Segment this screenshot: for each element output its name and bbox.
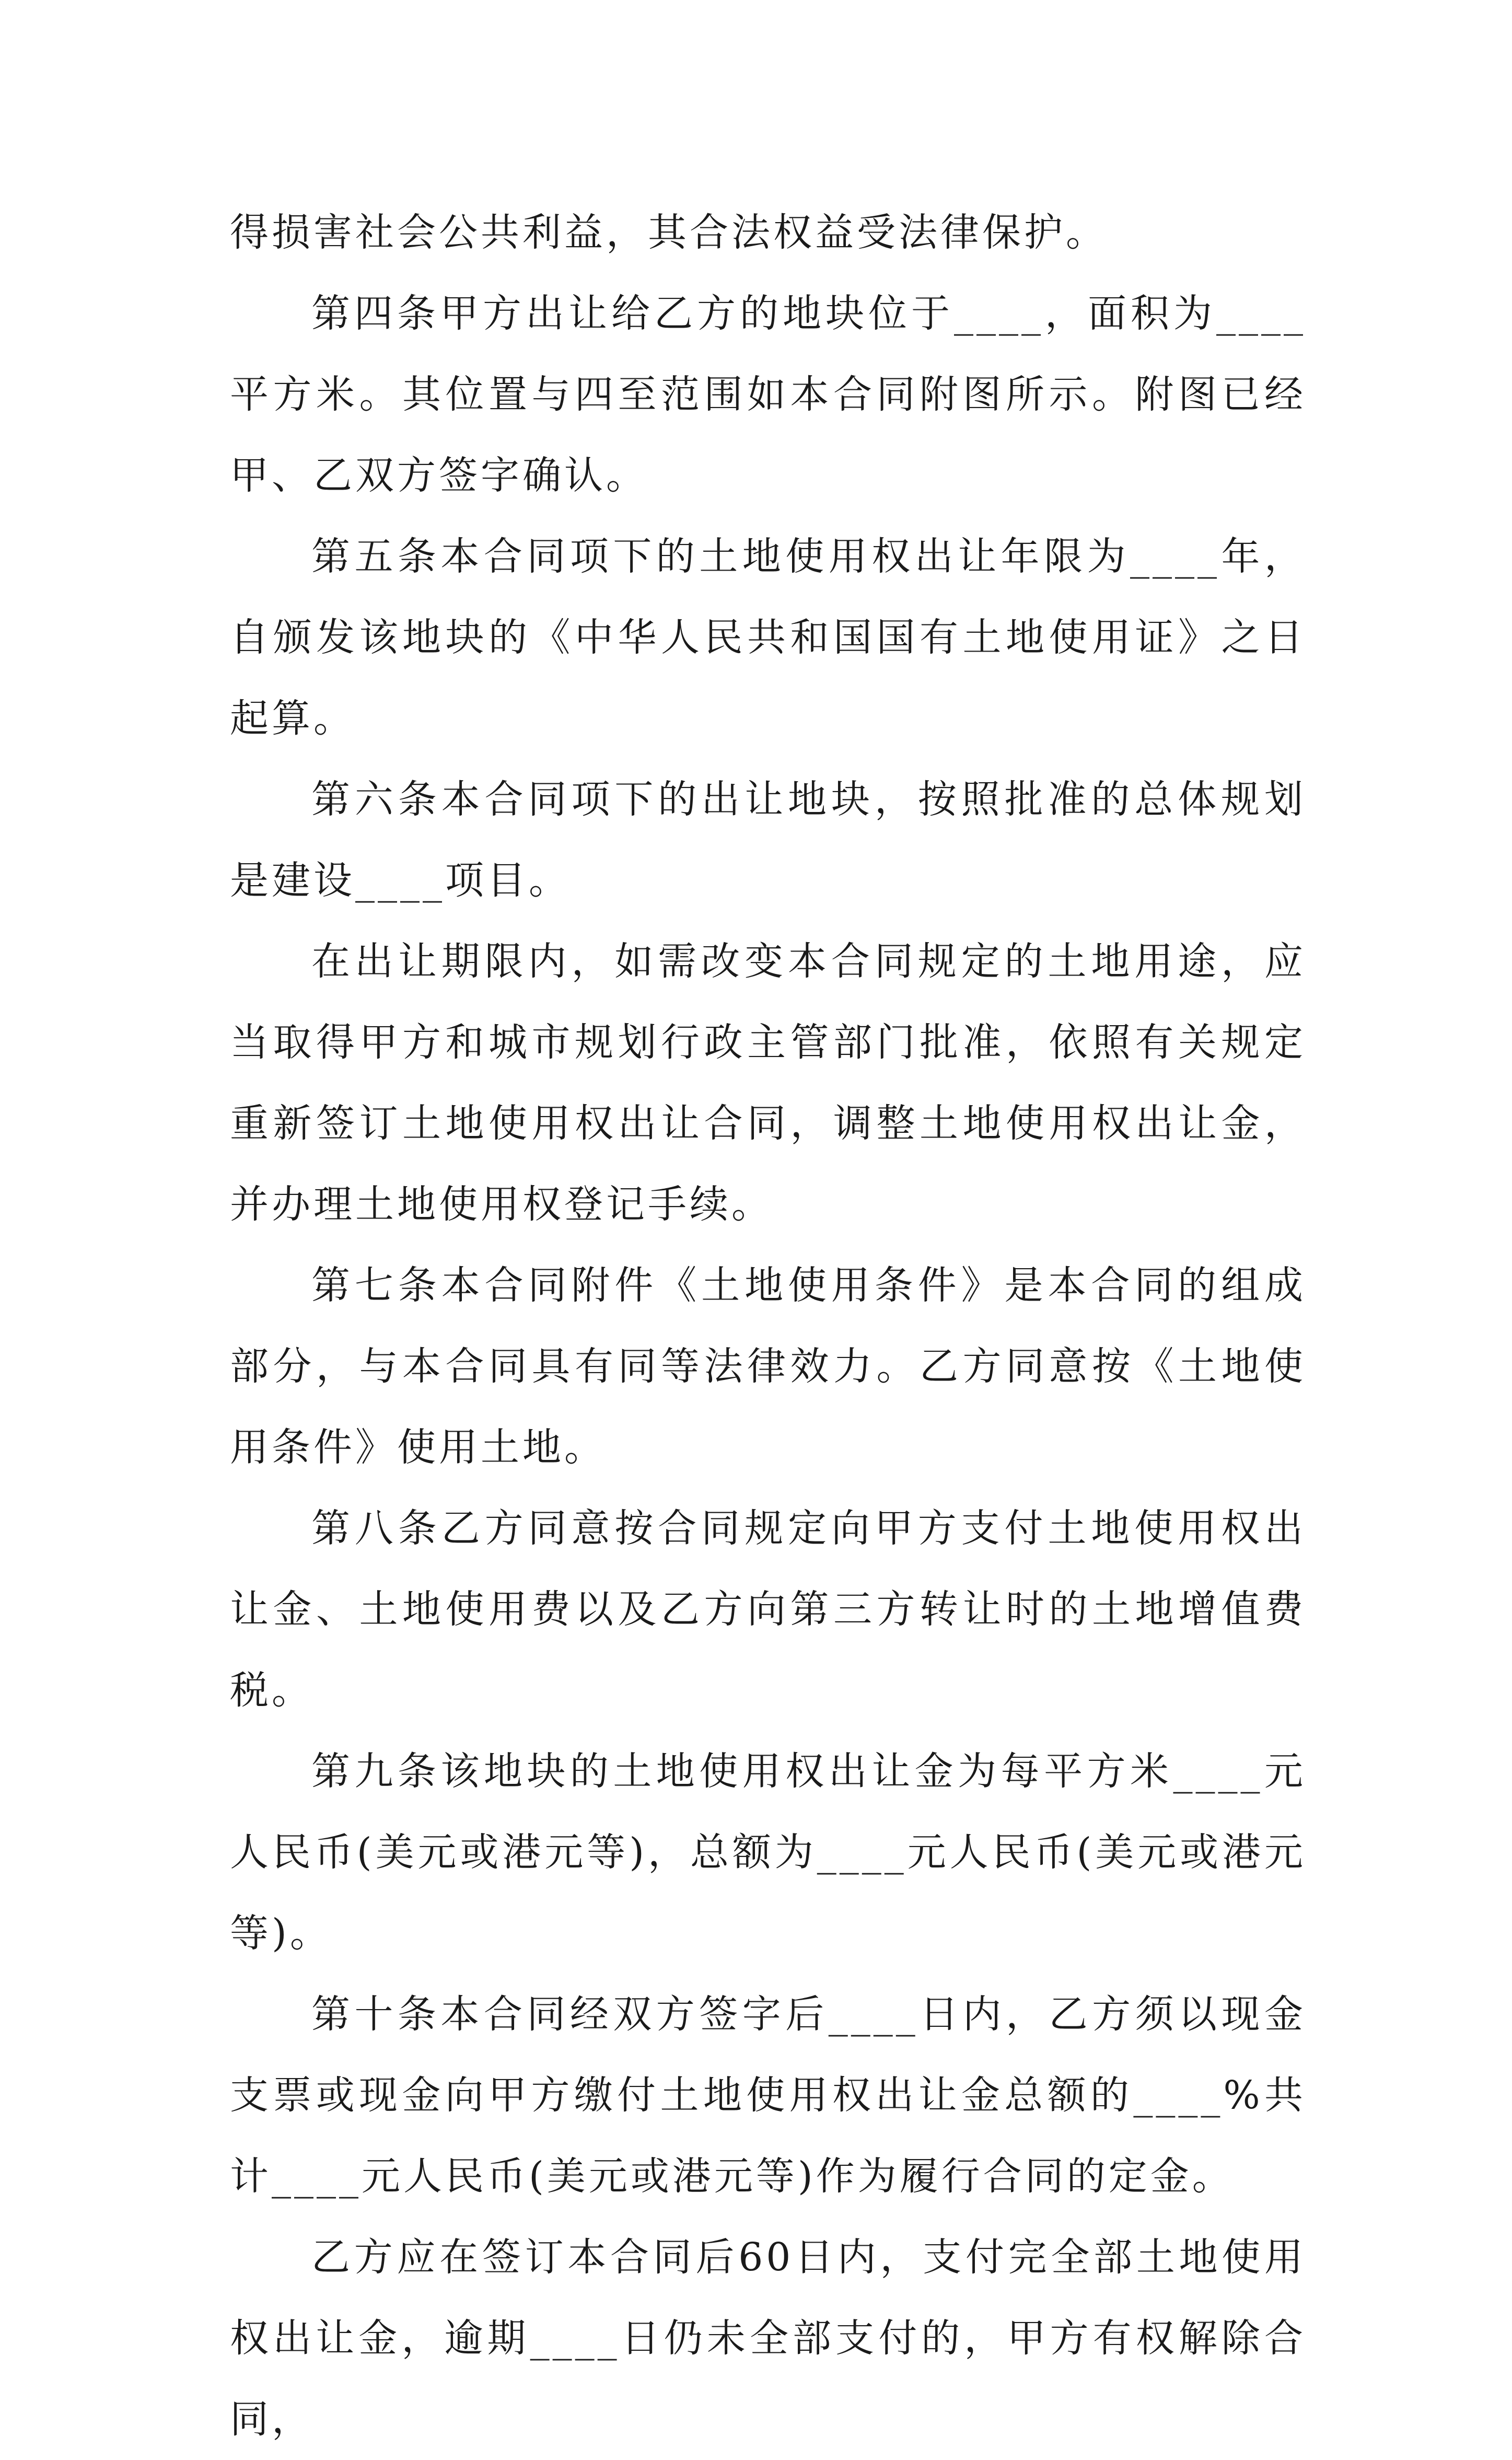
paragraph-article-5: 第五条本合同项下的土地使用权出让年限为____年，自颁发该地块的《中华人民共和国国有土地使用证》之日起算。 [230,534,1306,741]
paragraph-article-9: 第九条该地块的土地使用权出让金为每平方米____元人民币(美元或港元等)，总额为____元人民币(美元或港元等)。 [230,1749,1306,1956]
paragraph-continuation: 得损害社会公共利益，其合法权益受法律保护。 [230,210,1108,255]
document-body [230,192,1306,2460]
paragraph-article-8: 第八条乙方同意按合同规定向甲方支付土地使用权出让金、土地使用费以及乙方向第三方转让时的土地增值费税。 [230,1506,1306,1713]
paragraph-payment-deadline: 乙方应在签订本合同后60日内，支付完全部土地使用权出让金，逾期____日仍未全部支付的，甲方有权解除合同， [230,2235,1306,2442]
paragraph-article-4: 第四条甲方出让给乙方的地块位于____，面积为____平方米。其位置与四至范围如本合同附图所示。附图已经甲、乙双方签字确认。 [230,291,1306,498]
paragraph-land-use-change: 在出让期限内，如需改变本合同规定的土地用途，应当取得甲方和城市规划行政主管部门批准，依照有关规定重新签订土地使用权出让合同，调整土地使用权出让金，并办理土地使用权登记手续。 [230,939,1306,1227]
paragraph-article-6: 第六条本合同项下的出让地块，按照批准的总体规划是建设____项目。 [230,777,1306,903]
paragraph-article-10: 第十条本合同经双方签字后____日内，乙方须以现金支票或现金向甲方缴付土地使用权出让金总额的____%共计____元人民币(美元或港元等)作为履行合同的定金。 [230,1992,1306,2199]
paragraph-article-7: 第七条本合同附件《土地使用条件》是本合同的组成部分，与本合同具有同等法律效力。乙方同意按《土地使用条件》使用土地。 [230,1263,1306,1470]
